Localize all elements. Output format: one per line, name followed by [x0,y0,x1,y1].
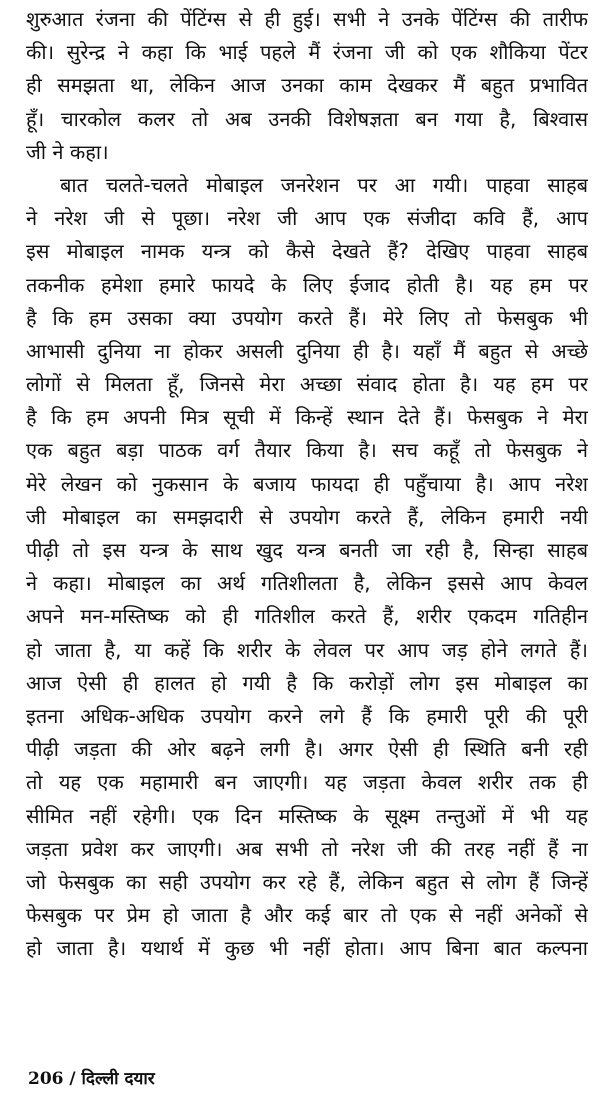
text-line: हो जाता है। यथार्थ में कुछ भी नहीं होता। आप बिना बात कल्पना [26,936,588,961]
text-line: तकनीक हमेशा हमारे फायदे के लिए ईजाद होती है। यह हम पर [26,272,588,297]
text-line: ने नरेश जी से पूछा। नरेश जी आप एक संजीदा कवि हैं, आप [26,206,588,231]
text-line: है कि हम उसका क्या उपयोग करते हैं। मेरे लिए तो फेसबुक भी [26,305,588,330]
text-line: तो यह एक महामारी बन जाएगी। यह जड़ता केवल शरीर तक ही [26,770,588,795]
text-line: हो जाता है, या कहें कि शरीर के लेवल पर आप जड़ होने लगते हैं। [26,637,588,662]
body-text [26,3,588,965]
text-line: आभासी दुनिया ना होकर असली दुनिया ही है। यहाँ मैं बहुत से अच्छे [26,338,588,363]
text-line: शुरुआत रंजना की पेंटिंग्स से ही हुई। सभी ने उनके पेंटिंग्स की तारीफ [26,7,588,31]
text-line: सीमित नहीं रहेगी। एक दिन मस्तिष्क के सूक्ष्म तन्तुओं में भी यह [26,803,588,828]
text-line: मेरे लेखन को नुकसान के बजाय फायदा ही पहुँचाया है। आप नरेश [26,471,588,496]
text-line: हूँ। चारकोल कलर तो अब उनकी विशेषज्ञता बन गया है, बिश्वास [26,106,588,131]
text-line: जी मोबाइल का समझदारी से उपयोग करते हैं, लेकिन हमारी नयी [26,504,588,529]
text-line: आज ऐसी ही हालत हो गयी है कि करोड़ों लोग इस मोबाइल का [26,670,588,695]
text-line: इस मोबाइल नामक यन्त्र को कैसे देखते हैं? देखिए पाहवा साहब [26,239,588,264]
text-line: जी ने कहा। [26,139,109,164]
text-line: जो फेसबुक का सही उपयोग कर रहे हैं, लेकिन बहुत से लोग हैं जिन्हें [26,869,588,894]
text-line: अपने मन-मस्तिष्क को ही गतिशील करते हैं, शरीर एकदम गतिहीन [26,604,588,629]
text-line: है कि हम अपनी मित्र सूची में किन्हें स्थान देते हैं। फेसबुक ने मेरा [26,405,588,430]
paragraph-start-line: बात चलते-चलते मोबाइल जनरेशन पर आ गयी। पाहवा साहब [60,172,588,197]
text-line: की। सुरेन्द्र ने कहा कि भाई पहले मैं रंजना जी को एक शौकिया पेंटर [26,40,588,65]
text-line: लोगों से मिलता हूँ, जिनसे मेरा अच्छा संवाद होता है। यह हम पर [26,372,588,397]
text-line: फेसबुक पर प्रेम हो जाता है और कई बार तो एक से नहीं अनेकों से [26,903,588,928]
text-line: एक बहुत बड़ा पाठक वर्ग तैयार किया है। सच कहूँ तो फेसबुक ने [26,438,588,463]
text-line: पीढ़ी जड़ता की ओर बढ़ने लगी है। अगर ऐसी ही स्थिति बनी रही [26,737,588,762]
text-line: पीढ़ी तो इस यन्त्र के साथ खुद यन्त्र बनती जा रही है, सिन्हा साहब [26,538,588,562]
text-line: जड़ता प्रवेश कर जाएगी। अब सभी तो नरेश जी की तरह नहीं हैं ना [26,836,588,861]
text-line: इतना अधिक-अधिक उपयोग करने लगे हैं कि हमारी पूरी की पूरी [26,703,588,728]
text-line: ने कहा। मोबाइल का अर्थ गतिशीलता है, लेकिन इससे आप केवल [26,571,588,596]
text-line: ही समझता था, लेकिन आज उनका काम देखकर मैं बहुत प्रभावित [26,73,588,98]
page-footer: 206 / दिल्ली दयार [28,1069,155,1089]
